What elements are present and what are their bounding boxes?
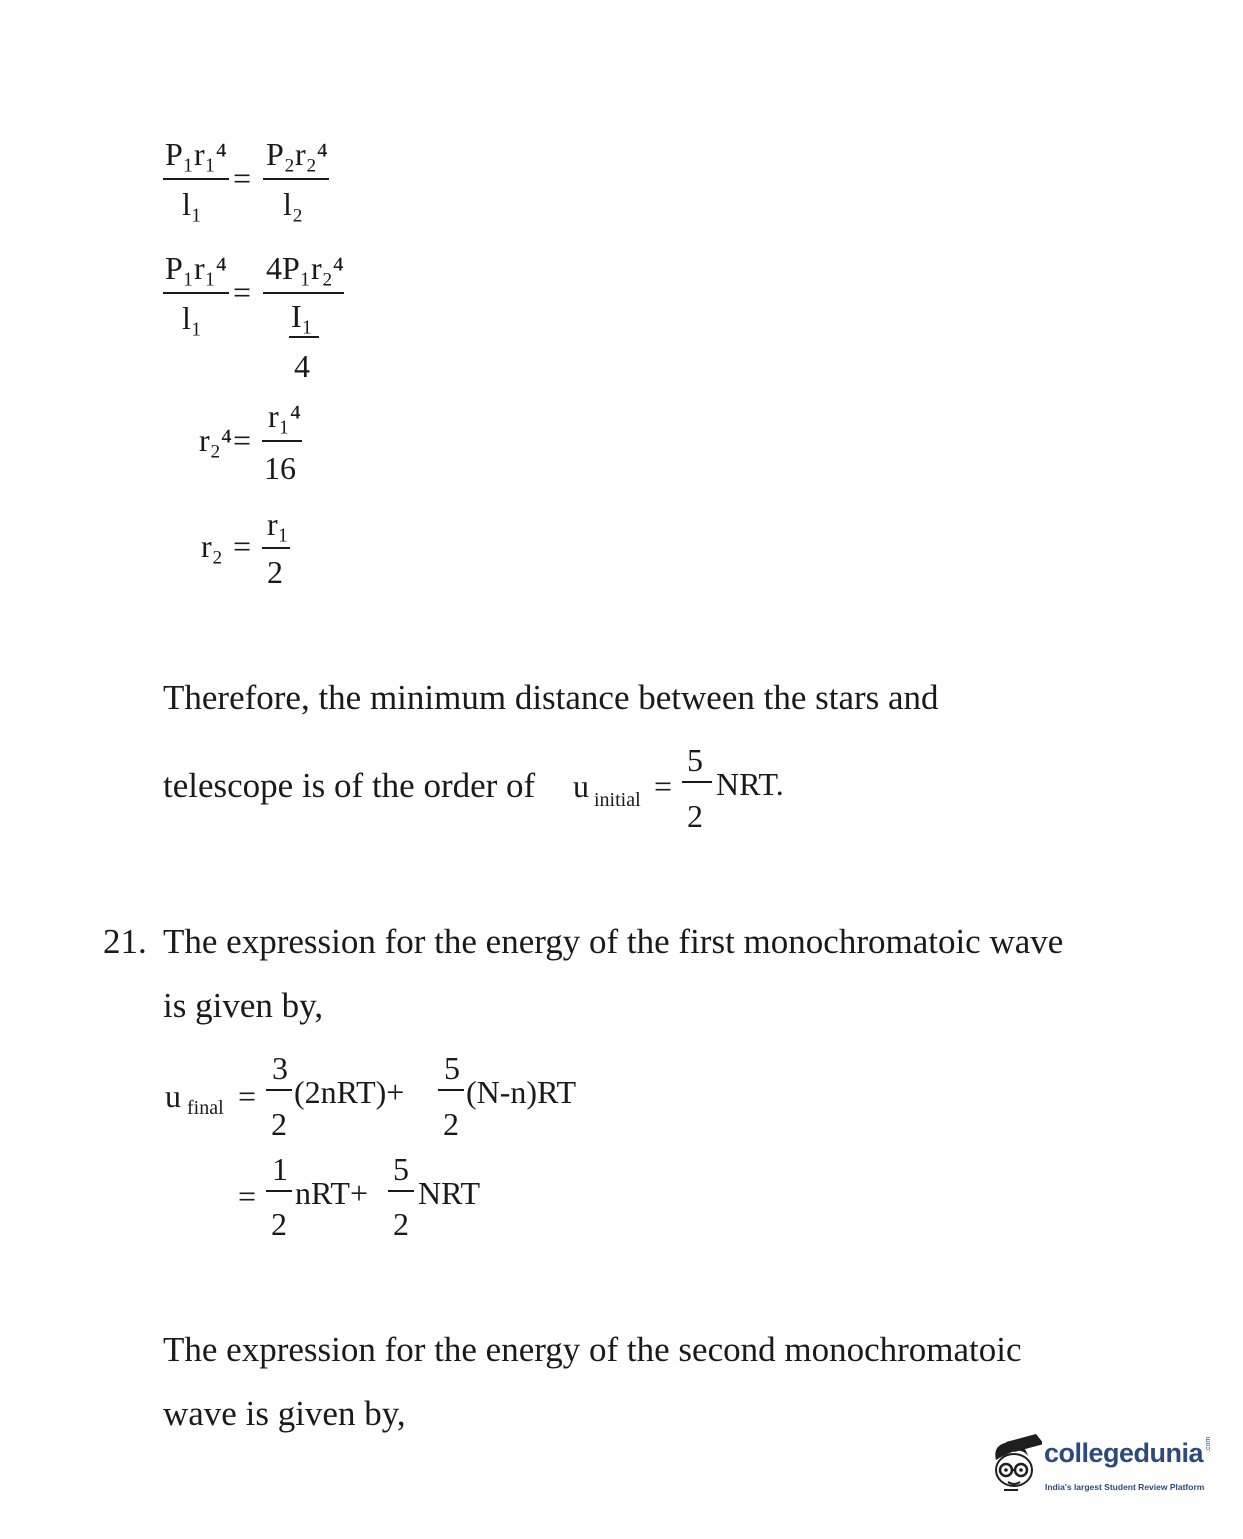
eq5-frac2-numerator: 5	[444, 1050, 460, 1086]
eq6-term1: nRT+	[295, 1175, 369, 1211]
eq5-frac2-bar	[438, 1089, 464, 1091]
eq5-equals: =	[238, 1078, 257, 1114]
eq1-lhs-denominator: l₁	[182, 186, 203, 222]
eq3-rhs-numerator: r₁⁴	[268, 398, 301, 434]
eq2-rhs-inner-fraction-bar	[289, 336, 319, 338]
eq1-rhs-denominator: l₂	[283, 186, 304, 222]
u-final-symbol: u	[165, 1078, 181, 1114]
eq4-rhs-numerator: r₁	[267, 506, 289, 542]
question-number: 21.	[103, 922, 147, 961]
eq6-frac2-bar	[388, 1190, 414, 1192]
eq2-rhs-inner-numerator: I₁	[291, 298, 313, 334]
eq6-frac2-denominator: 2	[393, 1206, 409, 1242]
logo-name: collegedunia	[1044, 1438, 1204, 1468]
paragraph-1-line-1: Therefore, the minimum distance between the stars and	[163, 678, 939, 717]
eq1-rhs-fraction-bar	[263, 178, 329, 180]
paragraph-2-line-2: wave is given by,	[163, 1394, 406, 1433]
eq2-rhs-numerator: 4P₁r₂⁴	[266, 250, 344, 286]
student-mascot-icon	[984, 1430, 1042, 1496]
eq6-frac1-denominator: 2	[271, 1206, 287, 1242]
eq2-lhs-numerator: P₁r₁⁴	[165, 250, 227, 286]
para1-frac-denominator: 2	[687, 798, 703, 834]
eq4-equals: =	[233, 528, 252, 564]
logo-suffix: .com	[1205, 1436, 1212, 1452]
para1-tail: NRT.	[716, 766, 784, 802]
eq2-rhs-inner-denominator: 4	[294, 348, 310, 384]
para1-frac-numerator: 5	[687, 742, 703, 778]
u-initial-symbol: u	[573, 768, 589, 804]
eq4-lhs: r₂	[201, 528, 223, 564]
u-initial-subscript: initial	[594, 789, 641, 811]
eq5-frac1-bar	[266, 1089, 292, 1091]
eq5-term1: (2nRT)+	[294, 1074, 405, 1110]
eq3-rhs-denominator: 16	[264, 450, 296, 486]
question-21-line-1: The expression for the energy of the first monochromatoic wave	[163, 922, 1064, 961]
collegedunia-logo	[984, 1430, 1214, 1500]
eq2-lhs-denominator: l₁	[182, 300, 203, 336]
eq3-lhs: r₂⁴	[199, 422, 232, 458]
para1-equals: =	[654, 768, 673, 804]
question-21-line-2: is given by,	[163, 986, 324, 1025]
para1-fraction-bar	[682, 781, 712, 783]
paragraph-2-line-1: The expression for the energy of the second monochromatoic	[163, 1330, 1022, 1369]
eq1-equals: =	[233, 160, 252, 196]
eq5-frac1-denominator: 2	[271, 1106, 287, 1142]
eq5-term2: (N-n)RT	[466, 1074, 577, 1110]
paragraph-1-text: telescope is of the order of	[163, 766, 536, 805]
eq4-rhs-denominator: 2	[267, 554, 283, 590]
eq6-equals: =	[238, 1178, 257, 1214]
eq3-fraction-bar	[262, 440, 302, 442]
eq3-equals: =	[233, 422, 252, 458]
eq1-lhs-numerator: P₁r₁⁴	[165, 136, 227, 172]
eq1-lhs-fraction-bar	[163, 178, 229, 180]
eq2-lhs-fraction-bar	[163, 292, 229, 294]
eq6-frac1-numerator: 1	[272, 1151, 288, 1187]
eq6-frac2-numerator: 5	[393, 1151, 409, 1187]
eq5-frac2-denominator: 2	[443, 1106, 459, 1142]
eq1-rhs-numerator: P₂r₂⁴	[266, 136, 328, 172]
logo-tagline: India's largest Student Review Platform	[1045, 1482, 1205, 1492]
eq4-fraction-bar	[262, 547, 290, 549]
eq5-frac1-numerator: 3	[272, 1050, 288, 1086]
eq6-frac1-bar	[266, 1190, 292, 1192]
u-final-subscript: final	[187, 1097, 224, 1119]
eq2-equals: =	[233, 274, 252, 310]
eq6-term2: NRT	[418, 1175, 481, 1211]
eq2-rhs-fraction-bar	[263, 292, 344, 294]
